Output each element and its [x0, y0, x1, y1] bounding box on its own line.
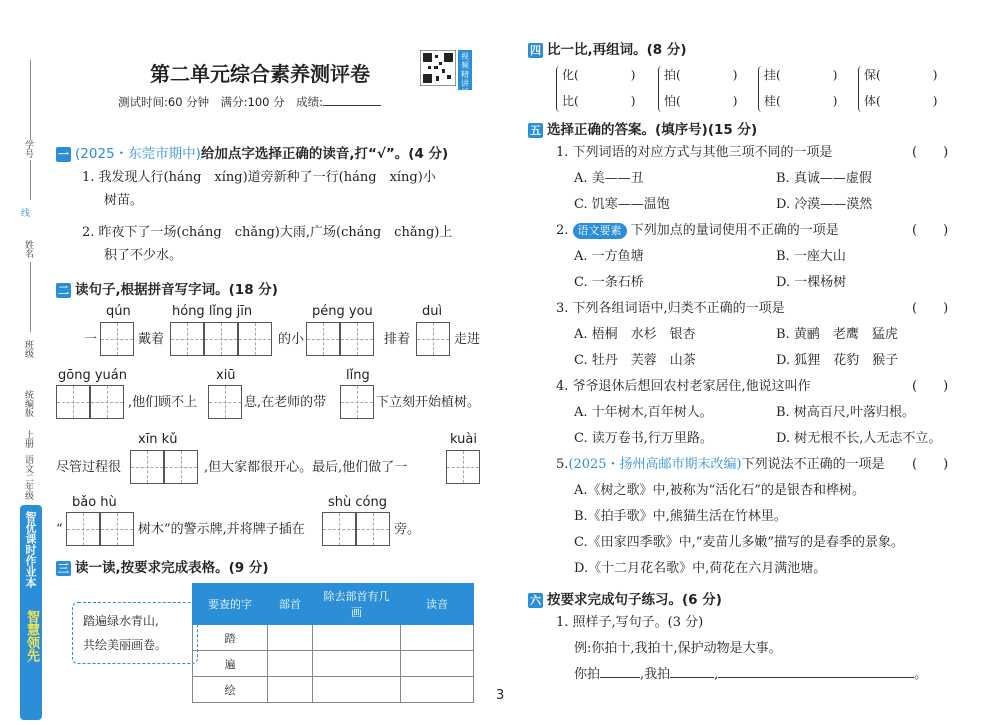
student-id-label: 学号: [23, 140, 33, 158]
section-4-heading: [528, 38, 687, 58]
s1-q2-line1: 2. 昨夜下了一场(cháng chǎng)大雨,广场(cháng chǎng)上: [82, 225, 453, 240]
char-box[interactable]: [164, 450, 198, 484]
section-1-heading: [56, 142, 448, 162]
section-5-number: 五: [530, 124, 541, 137]
section-1-source: (2025・东莞市期中): [75, 146, 201, 162]
col-pronunciation: 读音: [401, 584, 474, 625]
q5-option-a[interactable]: A.《树之歌》中,被称为“活化石”的是银杏和桦树。: [574, 483, 865, 498]
name-label: 姓名: [23, 240, 33, 258]
pair-3b: [764, 88, 837, 114]
section-2-instruction: 读句子,根据拼音写字词。(18 分): [75, 282, 278, 298]
answer-box-shucong[interactable]: [322, 512, 390, 550]
pair-3-a: 挂(: [764, 68, 781, 82]
row-char: 遍: [193, 651, 268, 677]
answer-box-dui[interactable]: [416, 322, 450, 360]
char-box[interactable]: [340, 322, 374, 356]
q4-option-d[interactable]: D. 树无根不长,人无志不立。: [776, 431, 942, 446]
pair-1: [562, 62, 635, 88]
char-box[interactable]: [90, 385, 124, 419]
section-6-instruction: 按要求完成句子练习。(6 分): [547, 592, 722, 608]
cell[interactable]: [268, 677, 313, 703]
q2-option-a[interactable]: A. 一方鱼塘: [574, 249, 644, 264]
close-paren: ): [932, 68, 938, 82]
section-3-instruction: 读一读,按要求完成表格。(9 分): [75, 560, 269, 576]
char-box[interactable]: [130, 450, 164, 484]
table-row: [193, 651, 474, 677]
answer-box-qun[interactable]: [100, 322, 134, 360]
pair-1-b: 比(: [562, 94, 579, 108]
char-box[interactable]: [306, 322, 340, 356]
char-box[interactable]: [66, 512, 100, 546]
s2-text-l2c: 下立刻开始植树。: [376, 395, 481, 410]
q4-answer-paren[interactable]: ( ): [912, 379, 949, 394]
table-row: [193, 625, 474, 651]
pinyin-xiu: xiū: [216, 368, 236, 383]
q2-answer-paren[interactable]: ( ): [912, 223, 949, 238]
q5-option-c[interactable]: C.《田家四季歌》中,“麦苗儿多嫩”描写的是春季的景象。: [574, 535, 905, 550]
q5-source: (2025・扬州高邮市期末改编): [568, 457, 742, 472]
answer-box-kuai[interactable]: [446, 450, 480, 488]
char-box[interactable]: [170, 322, 204, 356]
char-box[interactable]: [446, 450, 480, 484]
q1-option-d[interactable]: D. 冷漠——漠然: [776, 197, 873, 212]
qr-badge: 视频精讲析批改: [458, 50, 472, 90]
pinyin-baohu: bǎo hù: [72, 495, 117, 510]
pair-2b: [664, 88, 737, 114]
char-box[interactable]: [100, 512, 134, 546]
pinyin-dui: duì: [422, 304, 443, 319]
section-6-number: 六: [530, 594, 541, 607]
char-box[interactable]: [56, 385, 90, 419]
page-number: 3: [496, 688, 505, 703]
pinyin-gongyuan: gōng yuán: [58, 368, 127, 383]
q3-option-a[interactable]: A. 梧桐 水杉 银杏: [574, 327, 696, 342]
binding-margin: [0, 0, 44, 725]
grade-label: 语文二年级: [23, 455, 33, 500]
pair-4-b: 体(: [864, 94, 881, 108]
poem-line-1: 踏遍绿水青山,: [83, 614, 159, 628]
q3-stem: 3. 下列各组词语中,归类不正确的一项是: [556, 301, 785, 316]
char-box[interactable]: [100, 322, 134, 356]
s2-text-l4b: 树木”的警示牌,并将牌子插在: [138, 522, 305, 537]
pair-2: [664, 62, 737, 88]
pinyin-honglingjin: hóng lǐng jīn: [172, 304, 253, 319]
q5-stem: [556, 454, 885, 476]
pinyin-kuai: kuài: [450, 432, 477, 447]
cell[interactable]: [268, 651, 313, 677]
q5-answer-paren[interactable]: ( ): [912, 457, 949, 472]
table-row: [193, 677, 474, 703]
seal-line-label: 线: [19, 208, 29, 217]
brand-logo: 智慧领先: [24, 610, 39, 662]
pinyin-qun: qún: [106, 304, 131, 319]
pair-1b: [562, 88, 635, 114]
pair-2-b: 怕(: [664, 94, 681, 108]
pinyin-shucong: shù cóng: [328, 495, 387, 510]
pinyin-xinku: xīn kǔ: [138, 432, 178, 447]
test-meta: [118, 94, 381, 110]
char-box[interactable]: [416, 322, 450, 356]
section-2-number: 二: [58, 284, 69, 297]
s6-example: 例:你拍十,我拍十,保护动物是大事。: [574, 641, 782, 656]
s6-fill-line: [574, 664, 927, 686]
q4-option-b[interactable]: B. 树高百尺,叶落归根。: [776, 405, 915, 420]
char-box[interactable]: [322, 512, 356, 546]
close-paren: ): [932, 94, 938, 108]
cell[interactable]: [313, 625, 401, 651]
q1-option-b[interactable]: B. 真诚——虚假: [776, 171, 872, 186]
row-char: 踏: [193, 625, 268, 651]
s2-text-yi: 一: [84, 332, 98, 347]
char-box[interactable]: [356, 512, 390, 546]
literacy-tag: 语文要素: [573, 223, 627, 239]
q5-option-b[interactable]: B.《拍手歌》中,熊猫生活在竹林里。: [574, 509, 787, 524]
fill-blank-2[interactable]: [670, 677, 714, 678]
pair-4: [864, 62, 937, 88]
q3-option-d[interactable]: D. 狐狸 花豹 猴子: [776, 353, 899, 368]
cell[interactable]: [313, 677, 401, 703]
s6-q1: 1. 照样子,写句子。(3 分): [556, 615, 704, 630]
q4-stem: 4. 爷爷退休后想回农村老家居住,他说这叫作: [556, 379, 811, 394]
q1-option-a[interactable]: A. 美——丑: [574, 171, 644, 186]
q4-option-c[interactable]: C. 读万卷书,行万里路。: [574, 431, 713, 446]
char-box[interactable]: [204, 322, 238, 356]
q1-stem: 1. 下列词语的对应方式与其他三项不同的一项是: [556, 145, 833, 160]
s1-q2-line2: 积了不少水。: [104, 248, 183, 263]
volume-label: 上册: [23, 430, 33, 448]
section-1-number: 一: [58, 148, 69, 161]
lookup-table: [192, 583, 474, 703]
poem-line-2: 共绘美丽画卷。: [83, 638, 168, 652]
pair-4-a: 保(: [864, 68, 881, 82]
edition-label: 统编版: [23, 390, 33, 417]
s2-text-l4a: “: [56, 522, 63, 537]
fill-blank-1[interactable]: [600, 677, 640, 678]
q4-option-a[interactable]: A. 十年树木,百年树人。: [574, 405, 713, 420]
s2-text-dexiao: 的小: [278, 332, 305, 347]
section-2-heading: [56, 278, 278, 298]
cell[interactable]: [401, 651, 474, 677]
close-paren: ): [630, 68, 636, 82]
section-5-instruction: 选择正确的答案。(填序号)(15 分): [547, 122, 758, 138]
s2-text-l4c: 旁。: [394, 522, 421, 537]
s2-text-l3b: ,但大家都很开心。最后,他们做了一: [204, 460, 408, 475]
test-meta-text: 测试时间:60 分钟 满分:100 分 成绩:: [118, 95, 324, 109]
section-5-heading: [528, 118, 757, 138]
q2-stem: [556, 220, 839, 242]
col-radical: 部首: [268, 584, 313, 625]
cell[interactable]: [401, 677, 474, 703]
pair-1-a: 化(: [562, 68, 579, 82]
section-4-number: 四: [530, 44, 541, 57]
close-paren: ): [630, 94, 636, 108]
section-6-heading: [528, 588, 722, 608]
brand-name: 智优课时作业本: [24, 511, 37, 588]
section-3-heading: [56, 556, 269, 576]
table-header-row: [193, 584, 474, 625]
brand-strip: [20, 505, 42, 720]
s1-q1-line2: 树苗。: [104, 193, 144, 208]
answer-box-honglingjin[interactable]: [170, 322, 272, 360]
close-paren: ): [732, 94, 738, 108]
q3-option-b[interactable]: B. 黄鹂 老鹰 猛虎: [776, 327, 898, 342]
fill-comma: ,: [714, 667, 719, 682]
s2-text-l3a: 尽管过程很: [56, 460, 122, 475]
qr-code[interactable]: [420, 50, 456, 90]
answer-box-pengyou[interactable]: [306, 322, 374, 360]
qr-code-icon: [420, 50, 456, 86]
q5-stem-text: 下列说法不正确的一项是: [741, 457, 885, 472]
q3-answer-paren[interactable]: ( ): [912, 301, 949, 316]
pinyin-ling: lǐng: [346, 368, 370, 383]
fill-prefix-a: 你拍: [574, 667, 601, 682]
row-char: 绘: [193, 677, 268, 703]
cell[interactable]: [268, 625, 313, 651]
s2-text-paizhe: 排着: [384, 332, 411, 347]
q2-number: 2.: [556, 223, 569, 238]
pair-2-a: 拍(: [664, 68, 681, 82]
s2-text-l2b: 息,在老师的带: [244, 395, 327, 410]
answer-box-xinku[interactable]: [130, 450, 198, 488]
class-label: 班级: [23, 340, 33, 358]
poem-box: [72, 602, 198, 664]
s1-q1-line1: 1. 我发现人行(háng xíng)道旁新种了一行(háng xíng)小: [82, 170, 436, 185]
answer-box-ling[interactable]: [340, 385, 374, 423]
score-blank[interactable]: [323, 105, 381, 106]
fill-blank-3[interactable]: [718, 677, 914, 678]
col-strokes: 除去部首有几画: [313, 584, 401, 625]
q1-answer-paren[interactable]: ( ): [912, 145, 949, 160]
answer-box-gongyuan[interactable]: [56, 385, 124, 423]
q2-option-d[interactable]: D. 一棵杨树: [776, 275, 847, 290]
fill-period: 。: [914, 667, 928, 682]
pair-4b: [864, 88, 937, 114]
q3-option-c[interactable]: C. 牡丹 芙蓉 山茶: [574, 353, 696, 368]
pinyin-pengyou: péng you: [312, 304, 373, 319]
section-4-instruction: 比一比,再组词。(8 分): [547, 42, 687, 58]
q5-number: 5.: [556, 457, 569, 472]
s2-text-zoujin: 走进: [454, 332, 481, 347]
char-box[interactable]: [340, 385, 374, 419]
section-3-number: 三: [58, 562, 69, 575]
answer-box-baohu[interactable]: [66, 512, 134, 550]
col-char: 要查的字: [193, 584, 268, 625]
q2-option-b[interactable]: B. 一座大山: [776, 249, 846, 264]
page-title: 第二单元综合素养测评卷: [150, 62, 370, 86]
char-box[interactable]: [238, 322, 272, 356]
answer-box-xiu[interactable]: [208, 385, 242, 423]
q5-option-d[interactable]: D.《十二月花名歌》中,荷花在六月满池塘。: [574, 561, 827, 576]
s2-text-l2a: ,他们顾不上: [128, 395, 198, 410]
fill-prefix-b: ,我拍: [640, 667, 671, 682]
q2-option-c[interactable]: C. 一条石桥: [574, 275, 644, 290]
pair-3: [764, 62, 837, 88]
q2-stem-text: 下列加点的量词使用不正确的一项是: [630, 223, 839, 238]
char-box[interactable]: [208, 385, 242, 419]
pair-3-b: 桂(: [764, 94, 781, 108]
close-paren: ): [832, 68, 838, 82]
q1-option-c[interactable]: C. 饥寒——温饱: [574, 197, 670, 212]
close-paren: ): [832, 94, 838, 108]
cell[interactable]: [313, 651, 401, 677]
s2-text-daizhe: 戴着: [138, 332, 165, 347]
section-1-instruction: 给加点字选择正确的读音,打“√”。(4 分): [200, 146, 449, 162]
close-paren: ): [732, 68, 738, 82]
cell[interactable]: [401, 625, 474, 651]
